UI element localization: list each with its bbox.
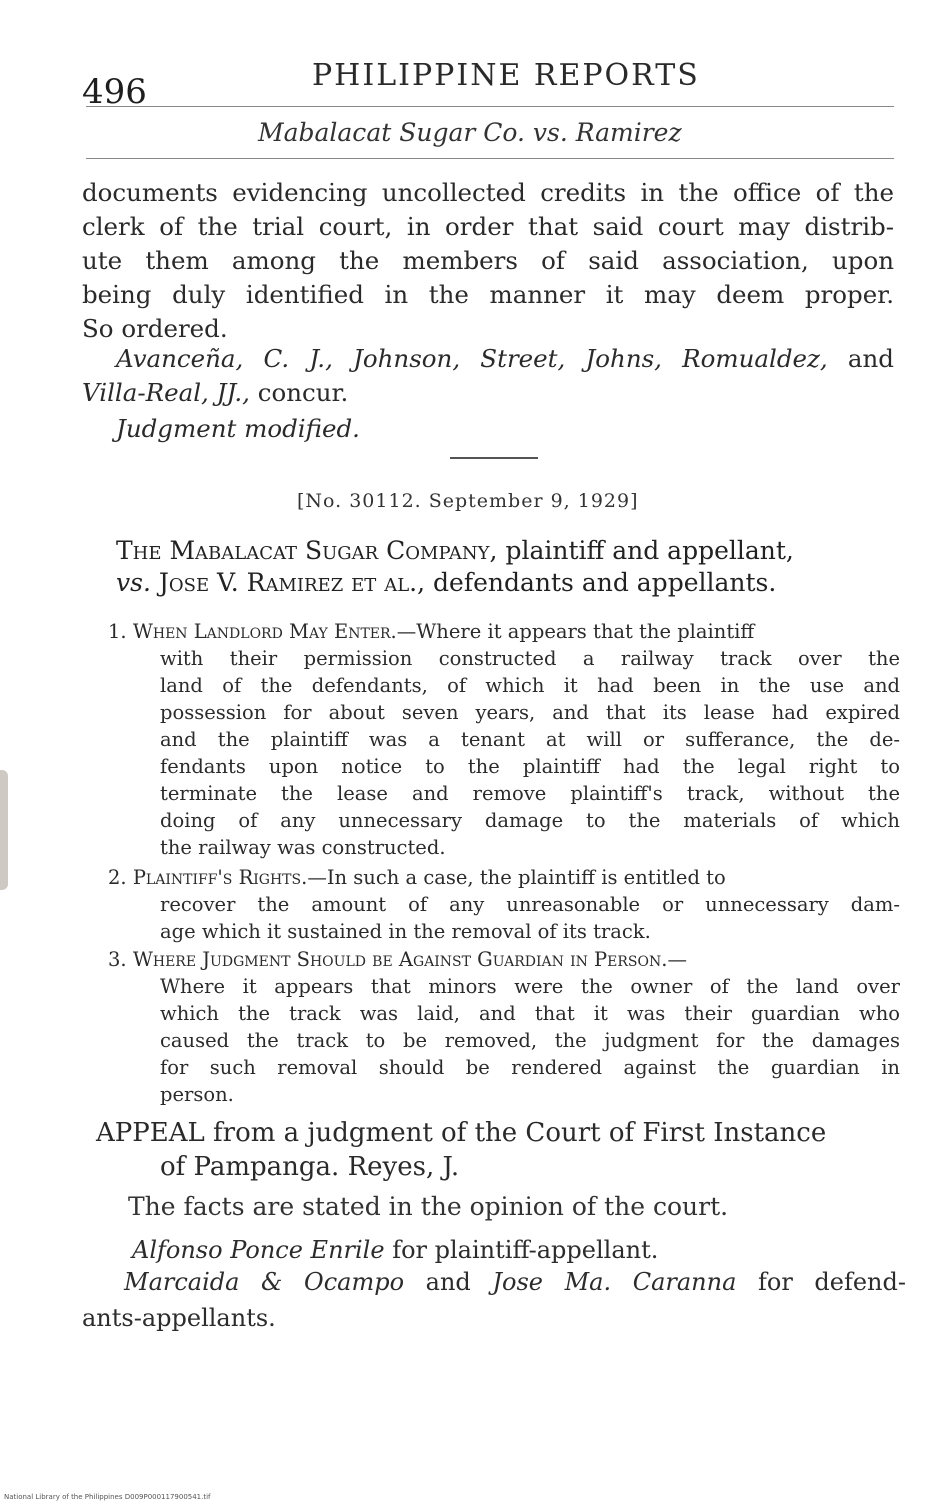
case-title: Mabalacat Sugar Co. vs. Ramirez bbox=[258, 118, 682, 147]
defendant-counsel-for-cont: ants-appellants. bbox=[82, 1304, 276, 1332]
syllabus-text: —In such a case, the plaintiff is entitled to bbox=[307, 866, 726, 889]
syllabus-line: fendants upon notice to the plaintiff had the legal right to bbox=[160, 755, 900, 778]
plaintiff-counsel: Alfonso Ponce Enrile bbox=[132, 1236, 385, 1264]
defendant-role: defendants and appellants. bbox=[433, 568, 777, 597]
syllabus-text: — bbox=[667, 948, 687, 971]
syllabus-item-2-first bbox=[108, 866, 726, 889]
syllabus-heading: Plaintiff's Rights. bbox=[132, 866, 308, 889]
parties-line-2 bbox=[116, 568, 776, 597]
book-spine-shadow bbox=[0, 770, 8, 890]
concur-word: concur. bbox=[257, 378, 349, 407]
concurrence-line-2 bbox=[82, 378, 894, 407]
concurring-justices-2: Villa-Real, JJ., bbox=[82, 378, 250, 407]
syllabus-number: 2. bbox=[108, 866, 127, 889]
opinion-line: clerk of the trial court, in order that said court may distrib- bbox=[82, 212, 894, 241]
counsel-and-word: and bbox=[425, 1268, 471, 1296]
defendant-counsel-for: for defend- bbox=[757, 1268, 906, 1296]
defendant-counsel-line bbox=[124, 1268, 906, 1296]
syllabus-heading: Where Judgment Should be Against Guardian in Person. bbox=[132, 948, 668, 971]
syllabus-line: recover the amount of any unreasonable or unnecessary dam- bbox=[160, 893, 900, 916]
syllabus-line: Where it appears that minors were the owner of the land over bbox=[160, 975, 900, 998]
plaintiff-counsel-for: for plaintiff-appellant. bbox=[392, 1236, 659, 1264]
opinion-line: So ordered. bbox=[82, 314, 228, 343]
running-head: PHILIPPINE REPORTS bbox=[312, 58, 700, 93]
opinion-line: ute them among the members of said association, upon bbox=[82, 246, 894, 275]
syllabus-line: which the track was laid, and that it was their guardian who bbox=[160, 1002, 900, 1025]
docket-number: [No. 30112. September 9, 1929] bbox=[297, 490, 639, 512]
page-number: 496 bbox=[82, 72, 147, 112]
concurring-justices: Avanceña, C. J., Johnson, Street, Johns, Romualdez, bbox=[116, 344, 828, 373]
syllabus-item-1-first bbox=[108, 620, 754, 643]
defendant-name: Jose V. Ramirez et al., bbox=[158, 568, 426, 597]
syllabus-number: 3. bbox=[108, 948, 127, 971]
defendant-counsel-2: Jose Ma. Caranna bbox=[492, 1268, 737, 1296]
section-divider bbox=[450, 457, 538, 459]
syllabus-text: —Where it appears that the plaintiff bbox=[396, 620, 755, 643]
plaintiff-counsel-line bbox=[132, 1236, 658, 1264]
syllabus-line: age which it sustained in the removal of its track. bbox=[160, 920, 651, 943]
opinion-line: being duly identified in the manner it may deem proper. bbox=[82, 280, 894, 309]
facts-statement: The facts are stated in the opinion of the court. bbox=[128, 1192, 729, 1221]
header-rule-top bbox=[86, 106, 894, 107]
syllabus-item-3-first bbox=[108, 948, 687, 971]
appeal-line-1: APPEAL from a judgment of the Court of First Instance bbox=[96, 1118, 827, 1148]
header-rule-bottom bbox=[86, 158, 894, 159]
syllabus-line: the railway was constructed. bbox=[160, 836, 446, 859]
syllabus-line: caused the track to be removed, the judgment for the damages bbox=[160, 1029, 900, 1052]
syllabus-number: 1. bbox=[108, 620, 127, 643]
appeal-line-2: of Pampanga. Reyes, J. bbox=[160, 1152, 460, 1182]
plaintiff-name: The Mabalacat Sugar Company, bbox=[116, 536, 498, 565]
disposition: Judgment modified. bbox=[116, 414, 360, 443]
syllabus-heading: When Landlord May Enter. bbox=[132, 620, 397, 643]
vs-word: vs. bbox=[116, 568, 151, 597]
parties-line-1 bbox=[116, 536, 794, 565]
opinion-line: documents evidencing uncollected credits in the office of the bbox=[82, 178, 894, 207]
syllabus-line: doing of any unnecessary damage to the materials of which bbox=[160, 809, 900, 832]
concurrence-line bbox=[116, 344, 894, 373]
syllabus-line: and the plaintiff was a tenant at will or sufferance, the de- bbox=[160, 728, 900, 751]
syllabus-line: with their permission constructed a railway track over the bbox=[160, 647, 900, 670]
syllabus-line: terminate the lease and remove plaintiff's track, without the bbox=[160, 782, 900, 805]
syllabus-line: person. bbox=[160, 1083, 234, 1106]
syllabus-line: possession for about seven years, and that its lease had expired bbox=[160, 701, 900, 724]
syllabus-line: for such removal should be rendered against the guardian in bbox=[160, 1056, 900, 1079]
defendant-counsel-1: Marcaida & Ocampo bbox=[124, 1268, 405, 1296]
plaintiff-role: plaintiff and appellant, bbox=[505, 536, 794, 565]
scan-credit: National Library of the Philippines D009P000117900541.tif bbox=[4, 1493, 211, 1501]
and-word: and bbox=[847, 344, 894, 373]
syllabus-line: land of the defendants, of which it had been in the use and bbox=[160, 674, 900, 697]
